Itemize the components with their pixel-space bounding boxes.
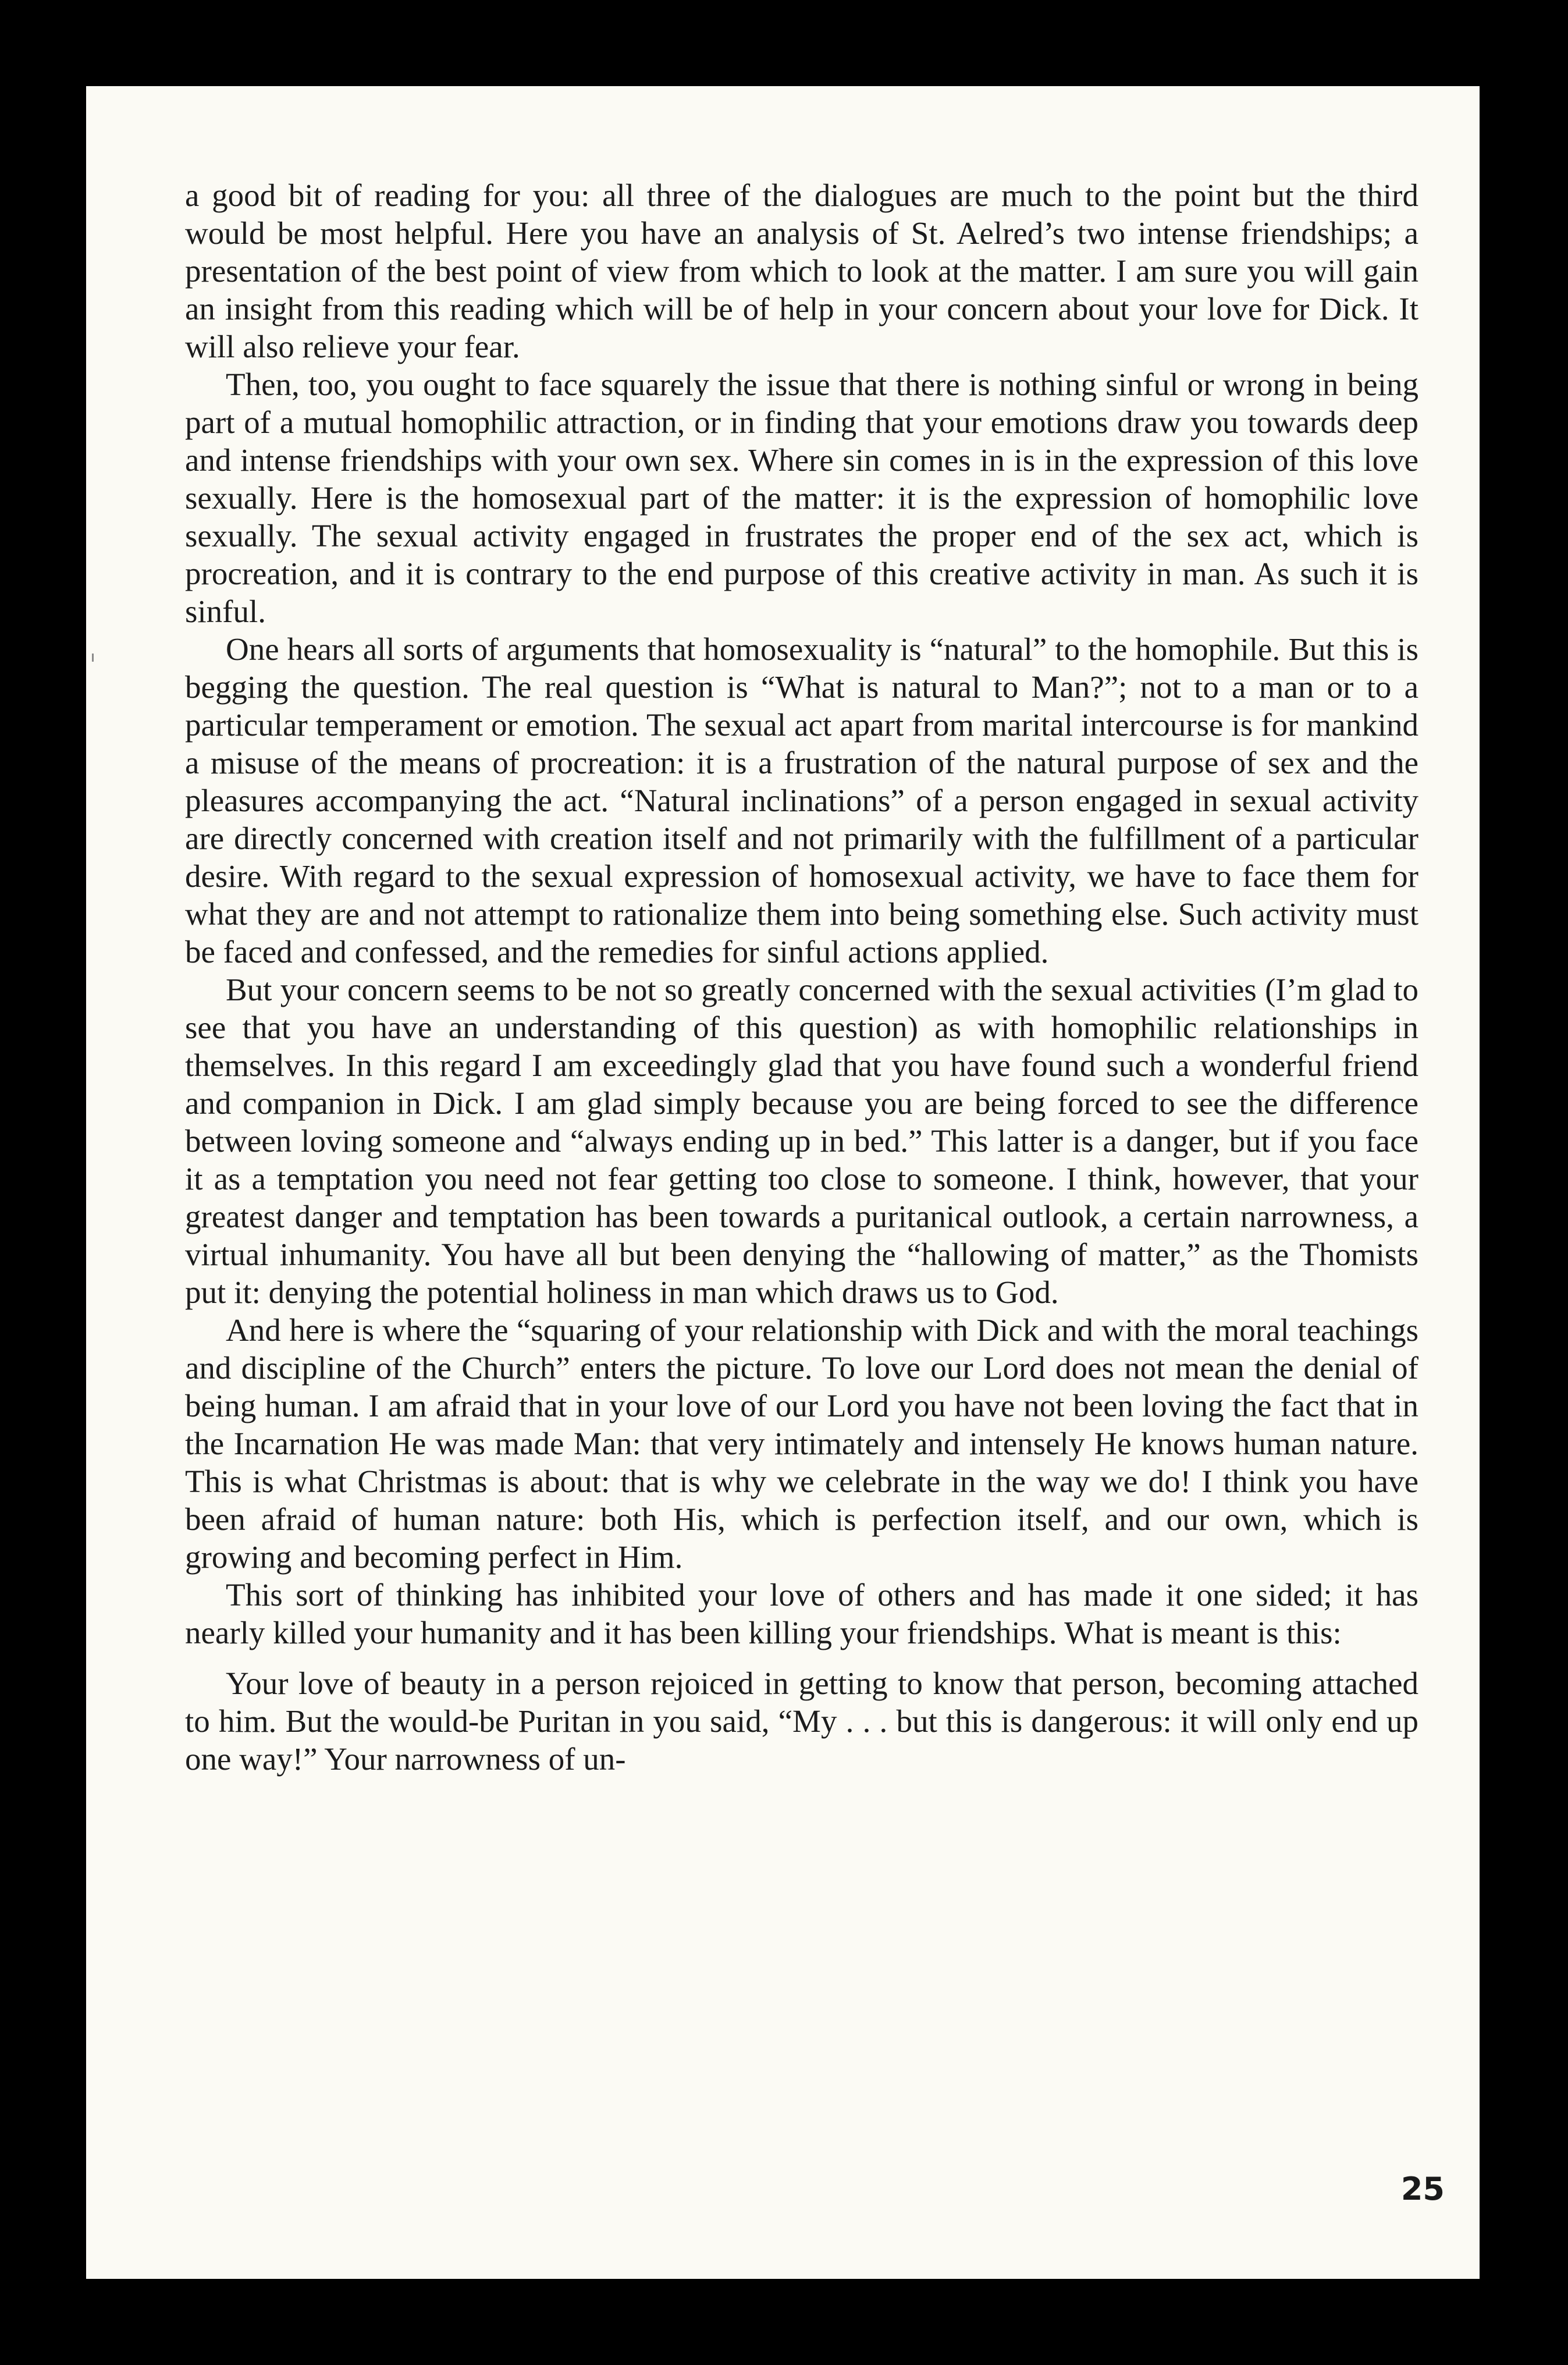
book-page: [86, 86, 1480, 2279]
page-number: 25: [1400, 2171, 1445, 2207]
paragraph-7: Your love of beauty in a person rejoiced in getting to know that person, becoming attached to him. But the would-be Puritan in you said, “My . . . but this is dangerous: it will only end up one way!” Your narrowness of un-: [185, 1666, 1418, 1777]
paragraph-2: Then, too, you ought to face squarely the issue that there is nothing sinful or wrong in being part of a mutual homophilic attraction, or in finding that your emotions draw you towards deep and intense friendships with your own sex. Where sin comes in is in the expression of this love sexually. Here is the homosexual part of the matter: it is the expression of homophilic love sexually. The sexual activity engaged in frustrates the proper end of the sex act, which is procreation, and it is contrary to the end purpose of this creative activity in man. As such it is sinful.: [185, 367, 1418, 629]
body-text: [185, 176, 1418, 1778]
paragraph-1: a good bit of reading for you: all three of the dialogues are much to the point but the third would be most helpful. Here you have an analysis of St. Aelred’s two intense friendships; a presentation of the best point of view from which to look at the matter. I am sure you will gain an insight from this reading which will be of help in your concern about your love for Dick. It will also relieve your fear.: [185, 177, 1418, 364]
margin-mark: [92, 654, 94, 662]
paragraph-6: This sort of thinking has inhibited your love of others and has made it one sided; it has nearly killed your humanity and it has been killing your friendships. What is meant is this:: [185, 1577, 1418, 1650]
paragraph-5: And here is where the “squaring of your relationship with Dick and with the moral teachings and discipline of the Church” enters the picture. To love our Lord does not mean the denial of being human. I am afraid that in your love of our Lord you have not been loving the fact that in the Incarnation He was made Man: that very intimately and intensely He knows human nature. This is what Christmas is about: that is why we celebrate in the way we do! I think you have been afraid of human nature: both His, which is perfection itself, and our own, which is growing and becoming perfect in Him.: [185, 1312, 1418, 1575]
paragraph-4: But your concern seems to be not so greatly concerned with the sexual activities (I’m glad to see that you have an understanding of this question) as with homophilic relationships in themselves. In this regard I am exceedingly glad that you have found such a wonderful friend and companion in Dick. I am glad simply because you are being forced to see the difference between loving someone and “always ending up in bed.” This latter is a danger, but if you face it as a temptation you need not fear getting too close to someone. I think, however, that your greatest danger and temptation has been towards a puritanical outlook, a certain narrowness, a virtual inhumanity. You have all but been denying the “hallowing of matter,” as the Thomists put it: denying the potential holiness in man which draws us to God.: [185, 972, 1418, 1310]
paragraph-3: One hears all sorts of arguments that homosexuality is “natural” to the homophile. But this is begging the question. The real question is “What is natural to Man?”; not to a man or to a particular temperament or emotion. The sexual act apart from marital intercourse is for mankind a misuse of the means of procreation: it is a frustration of the natural purpose of sex and the pleasures accompanying the act. “Natural inclinations” of a person engaged in sexual activity are directly concerned with creation itself and not primarily with the fulfillment of a particular desire. With regard to the sexual expression of homosexual activity, we have to face them for what they are and not attempt to rationalize them into being something else. Such activity must be faced and confessed, and the remedies for sinful actions applied.: [185, 631, 1418, 970]
